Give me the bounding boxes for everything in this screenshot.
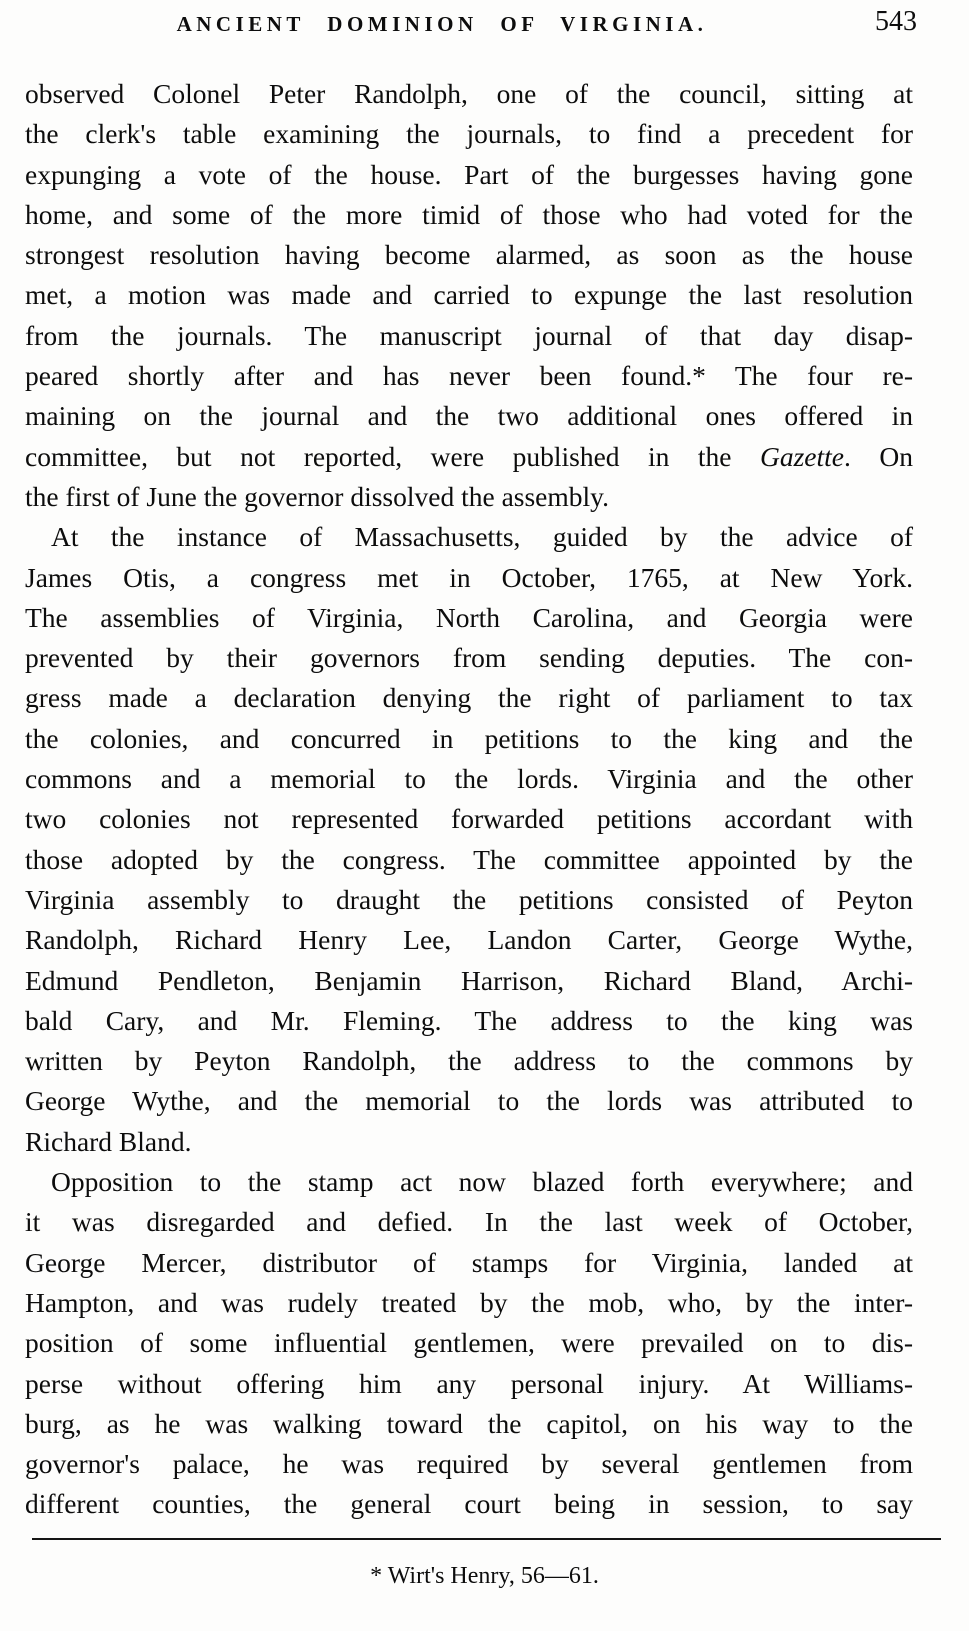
text-line: it was disregarded and defied. In the last week of October,: [25, 1206, 913, 1238]
italic-text: Gazette: [760, 440, 845, 472]
text-line: prevented by their governors from sending deputies. The con-: [25, 642, 913, 674]
text-line: the clerk's table examining the journals, to find a precedent for: [25, 118, 913, 150]
footnote: * Wirt's Henry, 56—61.: [370, 1563, 599, 1589]
text-line: Randolph, Richard Henry Lee, Landon Carter, George Wythe,: [25, 924, 913, 956]
page-header: [0, 6, 969, 44]
text-line: the first of June the governor dissolved the assembly.: [25, 480, 609, 512]
text-line: expunging a vote of the house. Part of the burgesses having gone: [25, 158, 913, 190]
text-line: maining on the journal and the two additional ones offered in: [25, 400, 913, 432]
text-line: perse without offering him any personal injury. At Williams-: [25, 1367, 913, 1399]
text-line: commons and a memorial to the lords. Virginia and the other: [25, 763, 913, 795]
text-line: burg, as he was walking toward the capitol, on his way to the: [25, 1407, 913, 1439]
text-line: governor's palace, he was required by several gentlemen from: [25, 1448, 913, 1480]
text-line: observed Colonel Peter Randolph, one of the council, sitting at: [25, 78, 913, 109]
footnote-rule: [32, 1538, 941, 1540]
text-line: strongest resolution having become alarmed, as soon as the house: [25, 239, 913, 271]
text-line: The assemblies of Virginia, North Carolina, and Georgia were: [25, 601, 913, 633]
text-line: met, a motion was made and carried to expunge the last resolution: [25, 279, 913, 311]
text-line: bald Cary, and Mr. Fleming. The address to the king was: [25, 1004, 913, 1036]
text-line: [25, 437, 913, 477]
text-line: Virginia assembly to draught the petitions consisted of Peyton: [25, 883, 913, 915]
text-line: two colonies not represented forwarded petitions accordant with: [25, 803, 913, 835]
text-line: James Otis, a congress met in October, 1765, at New York.: [25, 561, 913, 593]
page-number: 543: [875, 6, 917, 37]
text-line: position of some influential gentlemen, were prevailed on to dis-: [25, 1327, 913, 1359]
text-line: written by Peyton Randolph, the address to the commons by: [25, 1045, 913, 1077]
text-line: peared shortly after and has never been found.* The four re-: [25, 360, 913, 392]
text-line: the colonies, and concurred in petitions to the king and the: [25, 722, 913, 754]
text-line: George Wythe, and the memorial to the lords was attributed to: [25, 1085, 913, 1117]
text-line: those adopted by the congress. The committee appointed by the: [25, 843, 913, 875]
plain-text: . On: [844, 440, 913, 472]
text-line: Richard Bland.: [25, 1125, 192, 1157]
page-body: [25, 74, 913, 1525]
text-line: home, and some of the more timid of those who had voted for the: [25, 198, 913, 230]
text-line: different counties, the general court being in session, to say: [25, 1488, 913, 1520]
running-title: ANCIENT DOMINION OF VIRGINIA.: [176, 12, 708, 36]
text-line: from the journals. The manuscript journal of that day disap-: [25, 319, 913, 351]
text-line: Opposition to the stamp act now blazed forth everywhere; and: [51, 1166, 913, 1198]
text-line: George Mercer, distributor of stamps for Virginia, landed at: [25, 1246, 913, 1278]
text-line: Edmund Pendleton, Benjamin Harrison, Richard Bland, Archi-: [25, 964, 913, 996]
plain-text: committee, but not reported, were published in the: [25, 440, 760, 472]
text-line: gress made a declaration denying the right of parliament to tax: [25, 682, 913, 714]
text-line: Hampton, and was rudely treated by the mob, who, by the inter-: [25, 1286, 913, 1318]
text-line: At the instance of Massachusetts, guided by the advice of: [51, 521, 913, 553]
